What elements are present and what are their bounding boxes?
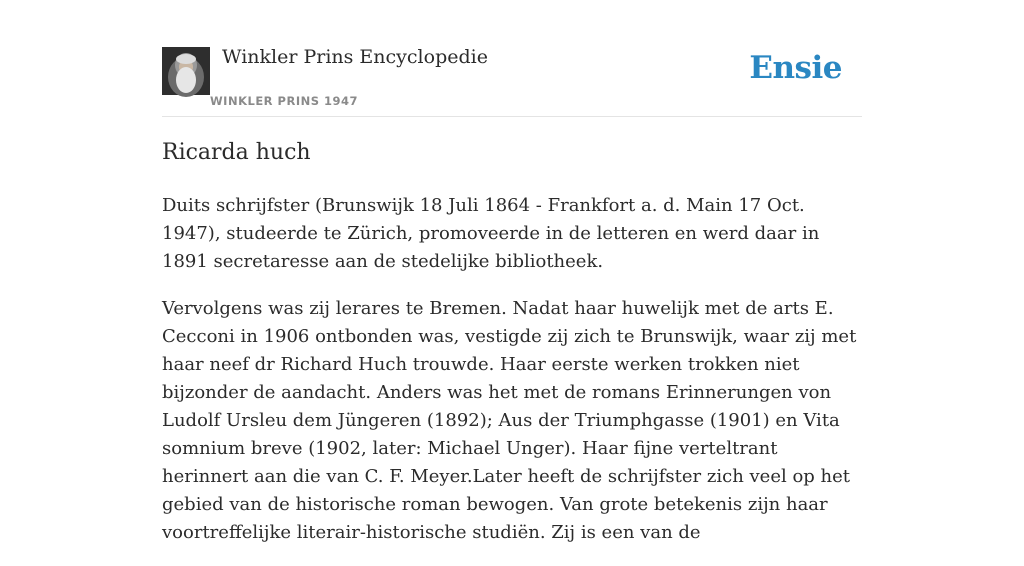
header: [162, 0, 862, 117]
article-title: Ricarda huch: [162, 140, 311, 165]
content-container: [162, 0, 862, 543]
article-paragraph: Vervolgens was zij lerares te Bremen. Nadat haar huwelijk met de arts E. Cecconi in 1906 ontbonden was, vestigde zij zich te Brunswijk, waar zij met haar neef dr Richard Huch trouwde. Haar eerste werken trokken niet bijzonder de aandacht. Anders was het met de romans Erinnerungen von Ludolf Ursleu dem Jüngeren (1892); Aus der Triumphgasse (1901) en Vita somnium breve (1902, later: Michael Unger). Haar fijne verteltrant herinnert aan die van C. F. Meyer.Later heeft de schrijfster zich veel op het gebied van de historische roman bewogen. Van grote betekenis zijn haar voortreffelijke literair-historische studiën. Zij is een van de: [162, 298, 857, 543]
source-title-link[interactable]: Winkler Prins Encyclopedie: [222, 46, 488, 68]
portrait-avatar-icon[interactable]: [162, 47, 210, 95]
source-subtitle: WINKLER PRINS 1947: [210, 94, 359, 108]
article-body: [162, 192, 862, 566]
article-paragraph: Duits schrijfster (Brunswijk 18 Juli 1864 - Frankfort a. d. Main 17 Oct. 1947), studeerde te Zürich, promoveerde in de letteren en werd daar in 1891 secretaresse aan de stedelijke bibliotheek.: [162, 195, 820, 272]
ensie-logo[interactable]: Ensie: [749, 50, 842, 86]
